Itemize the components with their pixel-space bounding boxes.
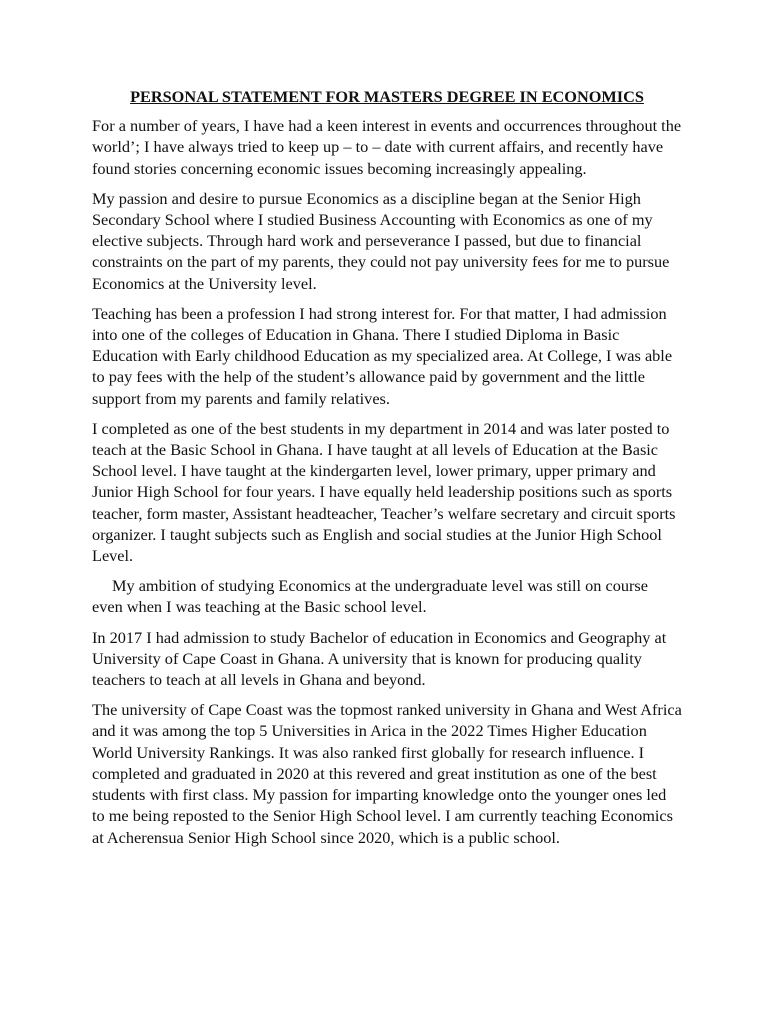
document-title: PERSONAL STATEMENT FOR MASTERS DEGREE IN ECONOMICS xyxy=(130,87,644,106)
paragraph-ambition: My ambition of studying Economics at the undergraduate level was still on course even when I was teaching at the Basic school level. xyxy=(92,576,648,617)
document-page xyxy=(92,86,682,857)
paragraph-teaching: Teaching has been a profession I had strong interest for. For that matter, I had admission into one of the colleges of Education in Ghana. There I studied Diploma in Basic Education with Early childhood Education as my specialized area. At College, I was able to pay fees with the help of the student’s allowance paid by government and the little support from my parents and family relatives. xyxy=(92,303,673,408)
paragraph-bachelor: In 2017 I had admission to study Bachelor of education in Economics and Geography at University of Cape Coast in Ghana. A university that is known for producing quality teachers to teach at all levels in Ghana and beyond. xyxy=(92,627,667,690)
paragraph-interest: For a number of years, I have had a keen interest in events and occurrences throughout the world’; I have always tried to keep up – to – date with current affairs, and recently have found stories concerning economic issues becoming increasingly appealing. xyxy=(92,116,682,178)
paragraph-career: I completed as one of the best students in my department in 2014 and was later posted to teach at the Basic School in Ghana. I have taught at all levels of Education at the Basic School level. I have taught at the kindergarten level, lower primary, upper primary and Junior High School for four years. I have equally held leadership positions such as sports teacher, form master, Assistant headteacher, Teacher’s welfare secretary and circuit sports organizer. I taught subjects such as English and social studies at the Junior High School Level. xyxy=(92,418,676,566)
paragraph-passion: My passion and desire to pursue Economics as a discipline began at the Senior High Secondary School where I studied Business Accounting with Economics as one of my elective subjects. Through hard work and perseverance I passed, but due to financial constraints on the part of my parents, they could not pay university fees for me to pursue Economics at the University level. xyxy=(92,188,670,293)
paragraph-university: The university of Cape Coast was the topmost ranked university in Ghana and West Africa and it was among the top 5 Universities in Arica in the 2022 Times Higher Education World University Rankings. It was also ranked first globally for research influence. I completed and graduated in 2020 at this revered and great institution as one of the best students with first class. My passion for imparting knowledge onto the younger ones led to me being reposted to the Senior High School level. I am currently teaching Economics at Acherensua Senior High School since 2020, which is a public school. xyxy=(92,700,682,847)
